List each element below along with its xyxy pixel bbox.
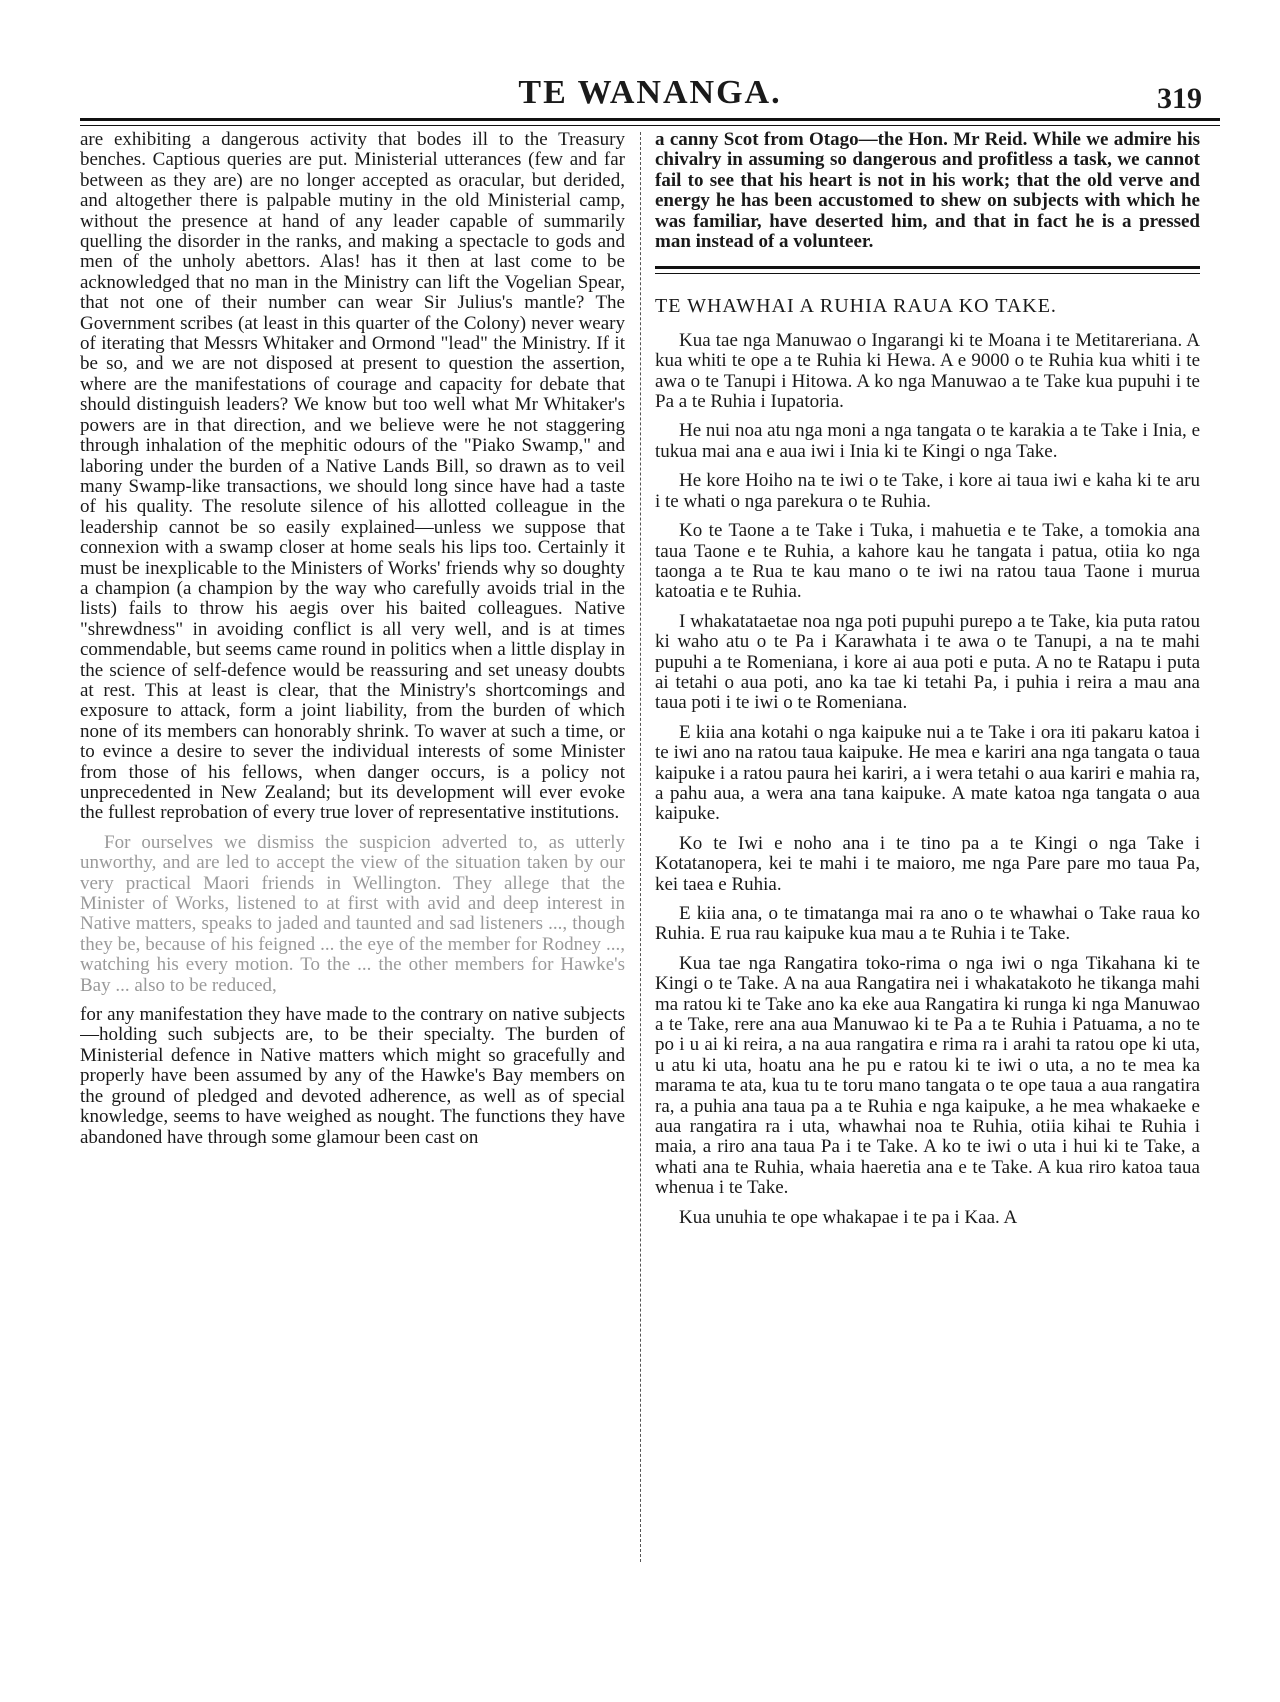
article-paragraph: Kua tae nga Rangatira toko-rima o nga iwi o nga Tikahana ki te Kingi o te Take. A na aua Rangatira nei i whakatakoto he tikanga mahi ma ratou ki te Take ano ka eke aua Rangatira ki runga ki nga Manuwao a te Take, rere ana aua Manuwao ki te Pa a te Ruhia i Patuama, a no te po i u ai ki reira, a na aua rangatira e rima ra i arahi ta ratou ope ki uta, u atu ki uta, hoatu ana he pu e ratou ki te iwi o uta, a no te mea ka marama te ata, kua tu te toru mano tangata o te ope taua a aua rangatira ra, a puhia ana taua pa a te Ruhia e nga kaipuke, a he mea whakaeke e aua rangatira ra i uta, whawhai noa te Ruhia, otiia kihai te Ruhia i maia, a riro ana taua Pa i te Take. A ko te iwi o uta i hui ki te Take, a whati ana te Ruhia, whaia haeretia ana e te Take. A kua riro katoa taua whenua i te Take. bbox=[655, 952, 1200, 1199]
article-paragraph: Ko te Taone a te Take i Tuka, i mahuetia e te Take, a tomokia ana taua Taone e te Ruhia, a kahore kau he tangata i patua, otiia ko nga taonga a te Rua te kau mano o te iwi na ratou taua Taone i murua katoatia e te Ruhia. bbox=[655, 520, 1200, 603]
newspaper-title: TE WANANGA. bbox=[518, 74, 782, 111]
right-column bbox=[655, 130, 1200, 1560]
article-title: TE WHAWHAI A RUHIA RAUA KO TAKE. bbox=[655, 295, 1057, 318]
header-rule-thin bbox=[80, 125, 1220, 126]
article-paragraph: He kore Hoiho na te iwi o te Take, i kore ai taua iwi e kaha ki te aru i te whati o nga parekura o te Ruhia. bbox=[655, 470, 1200, 512]
article-paragraph: I whakatataetae noa nga poti pupuhi purepo a te Take, kia puta ratou ki waho atu o te Pa i Karawhata i te awa o te Tanupi, a na te mahi pupuhi a te Romeniana, i kore ai aua poti e puta. A no te Ratapu i puta ai tetahi o aua poti, ano ka tae ki tetahi Pa, i puhia i reira a mau ana taua poti i te iwi o te Romeniana. bbox=[655, 610, 1200, 714]
article-paragraph: E kiia ana, o te timatanga mai ra ano o te whawhai o Take raua ko Ruhia. E rua rau kaipuke kua mau a te Ruhia i te Take. bbox=[655, 903, 1200, 945]
left-paragraph: For ourselves we dismiss the suspicion adverted to, as utterly unworthy, and are led to accept the view of the situation taken by our very practical Maori friends in Wellington. They allege that the Minister of Works, listened to at first with avid and deep interest in Native matters, speaks to jaded and taunted and sad listeners ..., though they be, because of his feigned ... the eye of the member for Rodney ..., watching his every motion. To the ... the other members for Hawke's Bay ... also to be reduced, bbox=[80, 831, 625, 996]
article-paragraph: He nui noa atu nga moni a nga tangata o te karakia a te Take i Inia, e tukua mai ana e aua iwi i Inia ki te Kingi o nga Take. bbox=[655, 420, 1200, 462]
article-paragraph: Kua unuhia te ope whakapae i te pa i Kaa. A bbox=[679, 1206, 1018, 1228]
header-rule bbox=[80, 118, 1220, 121]
article-paragraph: Ko te Iwi e noho ana i te tino pa a te Kingi o nga Take i Kotatanopera, kei te mahi i te maioro, me nga Pare pare mo taua Pa, kei taea e Ruhia. bbox=[655, 832, 1200, 895]
left-column bbox=[80, 130, 625, 1550]
column-divider bbox=[640, 132, 641, 1562]
page-number: 319 bbox=[1157, 82, 1202, 115]
article-paragraph: E kiia ana kotahi o nga kaipuke nui a te Take i ora iti pakaru katoa i te iwi ano na ratou taua kaipuke. He mea e kariri ana nga tangata o taua kaipuke i a ratou paura hei kariri, a i wera tetahi o aua kariri e mahia ra, a pahu aua, a wera ana tana kaipuke. A mate katoa nga tangata o aua kaipuke. bbox=[655, 721, 1200, 825]
article-rule bbox=[655, 266, 1200, 269]
masthead bbox=[80, 72, 1220, 120]
article-rule-thin bbox=[655, 273, 1200, 274]
left-paragraph: are exhibiting a dangerous activity that bodes ill to the Treasury benches. Captious queries are put. Ministerial utterances (few and far between as they are) are no longer accepted as oracular, but derided, and altogether there is palpable mutiny in the old Ministerial camp, without the presence at hand of any leader capable of summarily quelling the disorder in the ranks, and making a spectacle to gods and men of the unholy abettors. Alas! has it then at last come to be acknowledged that no man in the Ministry can lift the Vogelian Spear, that not one of their number can wear Sir Julius's mantle? The Government scribes (at least in this quarter of the Colony) never weary of iterating that Messrs Whitaker and Ormond "lead" the Ministry. If it be so, and we are not disposed at present to question the assertion, where are the manifestations of courage and capacity for debate that should distinguish leaders? We know but too well what Mr Whitaker's powers are in that direction, and we believe were he not staggering through inhalation of the mephitic odours of the "Piako Swamp," and laboring under the burden of a Native Lands Bill, so drawn as to veil many Swamp-like transactions, we should long since have had a taste of his quality. The resolute silence of his allotted colleague in the leadership cannot be so easily explained—unless we suppose that connexion with a swamp closer at home seals his lips too. Certainly it must be inexplicable to the Ministers of Works' friends why so doughty a champion (a champion by the way who carefully avoids trial in the lists) fails to throw his aegis over his baited colleagues. Native "shrewdness" in avoiding conflict is all very well, and is at times commendable, but seems came round in politics when a little display in the science of self-defence would be reassuring and set uneasy doubts at rest. This at least is clear, that the Ministry's shortcomings and exposure to attack, form a joint liability, from the burden of which none of its members can honorably shrink. To waver at such a time, or to evince a desire to sever the individual interests of some Minister from those of his fellows, when danger occurs, is a policy not unprecedented in New Zealand; but its development will ever evoke the fullest reprobation of every true lover of representative institutions. bbox=[80, 130, 625, 824]
article-paragraph: Kua tae nga Manuwao o Ingarangi ki te Moana i te Metitareriana. A kua whiti te ope a te Ruhia ki Hewa. A e 9000 o te Ruhia kua whiti i te awa o te Tanupi i Hitowa. A ko nga Manuwao a te Take kua pupuhi i te Pa a te Ruhia i Iupatoria. bbox=[655, 329, 1200, 413]
intro-paragraph: a canny Scot from Otago—the Hon. Mr Reid. While we admire his chivalry in assuming so dangerous and profitless a task, we cannot fail to see that his heart is not in his work; that the old verve and energy he has been accustomed to shew on subjects with which he was familiar, have deserted him, and that in fact he is a pressed man instead of a volunteer. bbox=[655, 130, 1200, 253]
left-paragraph: for any manifestation they have made to the contrary on native subjects—holding such subjects are, to be their specialty. The burden of Ministerial defence in Native matters which might so gracefully and properly have been assumed by any of the Hawke's Bay members on the ground of pledged and devoted adherence, as well as of special knowledge, seems to have weighed as nought. The functions they have abandoned have through some glamour been cast on bbox=[80, 1004, 625, 1148]
